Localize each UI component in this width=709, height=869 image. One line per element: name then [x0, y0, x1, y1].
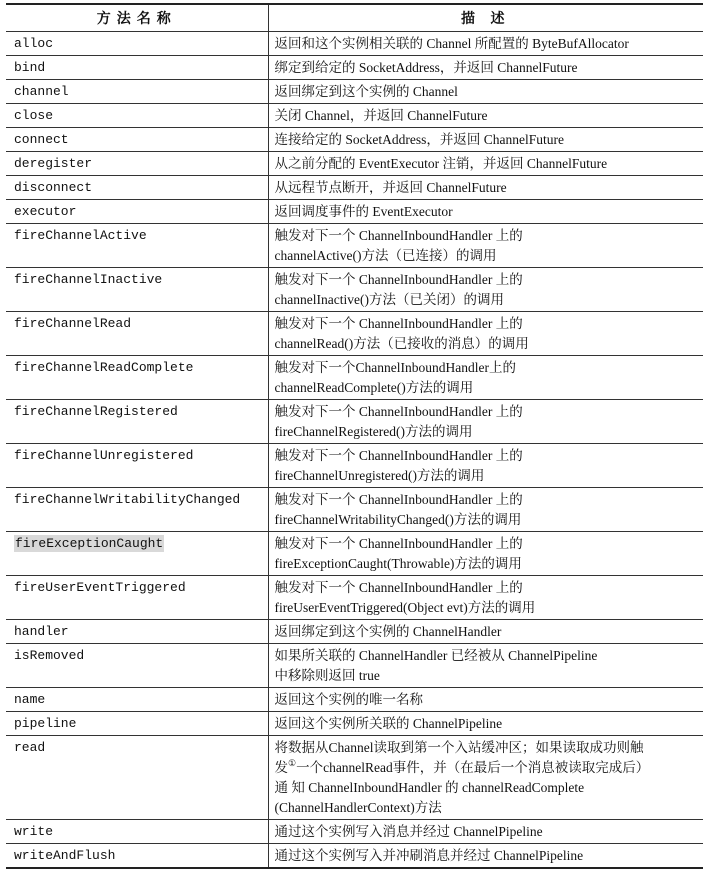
desc-line: fireChannelWritabilityChanged()方法的调用	[274, 512, 522, 527]
table-row	[6, 644, 703, 688]
desc-line: 返回这个实例所关联的 ChannelPipeline	[274, 716, 503, 731]
desc-line: 连接给定的 SocketAddress，并返回 ChannelFuture	[274, 132, 564, 147]
desc-line: fireUserEventTriggered(Object evt)方法的调用	[274, 600, 536, 615]
method-desc	[268, 356, 703, 400]
method-name: writeAndFlush	[6, 844, 268, 869]
table-row	[6, 312, 703, 356]
desc-line: 触发对下一个 ChannelInboundHandler 上的	[274, 580, 523, 595]
desc-line: 返回调度事件的 EventExecutor	[274, 204, 453, 219]
method-name: close	[6, 104, 268, 128]
method-table	[6, 3, 703, 869]
method-desc	[268, 444, 703, 488]
method-desc	[268, 104, 703, 128]
header-description: 描 述	[268, 4, 703, 32]
table-row	[6, 532, 703, 576]
table-header-row	[6, 4, 703, 32]
method-desc	[268, 712, 703, 736]
method-desc	[268, 488, 703, 532]
desc-line: 返回绑定到这个实例的 ChannelHandler	[274, 624, 502, 639]
table-row	[6, 356, 703, 400]
desc-line: fireExceptionCaught(Throwable)方法的调用	[274, 556, 522, 571]
desc-line: 中移除则返回 true	[274, 668, 380, 683]
desc-line: 返回和这个实例相关联的 Channel 所配置的 ByteBufAllocator	[274, 36, 629, 51]
method-name-cell	[6, 532, 268, 576]
desc-line: 如果所关联的 ChannelHandler 已经被从 ChannelPipeline	[274, 648, 598, 663]
method-name: isRemoved	[6, 644, 268, 688]
method-desc	[268, 200, 703, 224]
table-row	[6, 712, 703, 736]
method-desc	[268, 152, 703, 176]
desc-line: 触发对下一个 ChannelInboundHandler 上的	[274, 448, 523, 463]
desc-line: 绑定到给定的 SocketAddress，并返回 ChannelFuture	[274, 60, 578, 75]
method-desc	[268, 644, 703, 688]
desc-line: 关闭 Channel，并返回 ChannelFuture	[274, 108, 488, 123]
method-desc	[268, 312, 703, 356]
method-desc	[268, 736, 703, 820]
desc-line: 通 知 ChannelInboundHandler 的 channelReadComplete	[274, 780, 585, 795]
method-desc	[268, 128, 703, 152]
desc-line: 触发对下一个ChannelInboundHandler上的	[274, 360, 516, 375]
method-desc	[268, 576, 703, 620]
table-row	[6, 400, 703, 444]
table-row	[6, 488, 703, 532]
table-row	[6, 200, 703, 224]
method-name: disconnect	[6, 176, 268, 200]
method-desc	[268, 620, 703, 644]
method-name: channel	[6, 80, 268, 104]
desc-line: 触发对下一个 ChannelInboundHandler 上的	[274, 272, 523, 287]
table-row	[6, 268, 703, 312]
table-row	[6, 688, 703, 712]
method-desc	[268, 688, 703, 712]
table-row	[6, 820, 703, 844]
method-name: name	[6, 688, 268, 712]
method-name: connect	[6, 128, 268, 152]
table-row	[6, 224, 703, 268]
method-name: fireChannelInactive	[6, 268, 268, 312]
desc-line: channelReadComplete()方法的调用	[274, 380, 474, 395]
method-desc	[268, 268, 703, 312]
desc-line: 触发对下一个 ChannelInboundHandler 上的	[274, 492, 523, 507]
desc-line: 将数据从Channel读取到第一个入站缓冲区；如果读取成功则触	[274, 740, 644, 755]
desc-line: 返回这个实例的唯一名称	[274, 692, 423, 707]
desc-line: 通过这个实例写入消息并经过 ChannelPipeline	[274, 824, 543, 839]
desc-line-with-footnote	[275, 758, 698, 778]
method-name: bind	[6, 56, 268, 80]
desc-line: 触发对下一个 ChannelInboundHandler 上的	[274, 316, 523, 331]
method-name: handler	[6, 620, 268, 644]
method-desc	[268, 532, 703, 576]
desc-line: (ChannelHandlerContext)方法	[274, 800, 442, 815]
desc-line: 返回绑定到这个实例的 Channel	[274, 84, 458, 99]
desc-line: 通过这个实例写入并冲刷消息并经过 ChannelPipeline	[274, 848, 584, 863]
desc-line: 触发对下一个 ChannelInboundHandler 上的	[274, 228, 523, 243]
method-name: fireChannelUnregistered	[6, 444, 268, 488]
desc-line: channelRead()方法（已接收的消息）的调用	[274, 336, 529, 351]
desc-line: 触发对下一个 ChannelInboundHandler 上的	[274, 536, 523, 551]
footnote-marker[interactable]: ①	[288, 758, 297, 768]
table-row	[6, 152, 703, 176]
table-row	[6, 576, 703, 620]
method-desc	[268, 80, 703, 104]
desc-fragment: 一个channelRead事件，并（在最后一个消息被读取完成后）	[296, 760, 650, 775]
method-desc	[268, 176, 703, 200]
desc-line: 触发对下一个 ChannelInboundHandler 上的	[274, 404, 523, 419]
header-method-name: 方法名称	[6, 4, 268, 32]
method-desc	[268, 400, 703, 444]
method-name: fireChannelRegistered	[6, 400, 268, 444]
table-row	[6, 444, 703, 488]
method-desc	[268, 820, 703, 844]
method-name: fireUserEventTriggered	[6, 576, 268, 620]
table-row	[6, 80, 703, 104]
table-row	[6, 104, 703, 128]
method-desc	[268, 32, 703, 56]
desc-line: channelInactive()方法（已关闭）的调用	[274, 292, 504, 307]
method-desc	[268, 844, 703, 869]
table-row	[6, 620, 703, 644]
table-row	[6, 56, 703, 80]
method-name: fireChannelRead	[6, 312, 268, 356]
desc-fragment: 发	[274, 760, 288, 775]
method-name: executor	[6, 200, 268, 224]
method-name: deregister	[6, 152, 268, 176]
method-name: alloc	[6, 32, 268, 56]
method-desc	[268, 224, 703, 268]
desc-line: 从远程节点断开，并返回 ChannelFuture	[274, 180, 507, 195]
method-name: read	[6, 736, 268, 820]
desc-line: channelActive()方法（已连接）的调用	[274, 248, 497, 263]
desc-line: fireChannelRegistered()方法的调用	[274, 424, 473, 439]
table-row	[6, 128, 703, 152]
desc-line: fireChannelUnregistered()方法的调用	[274, 468, 485, 483]
table-row	[6, 844, 703, 869]
desc-line: 从之前分配的 EventExecutor 注销，并返回 ChannelFuture	[274, 156, 608, 171]
method-name: fireExceptionCaught	[15, 536, 164, 551]
table-row	[6, 176, 703, 200]
method-name: fireChannelReadComplete	[6, 356, 268, 400]
method-desc	[268, 56, 703, 80]
table-row	[6, 736, 703, 820]
method-name: fireChannelActive	[6, 224, 268, 268]
table-row	[6, 32, 703, 56]
method-name: pipeline	[6, 712, 268, 736]
method-name: write	[6, 820, 268, 844]
method-name: fireChannelWritabilityChanged	[6, 488, 268, 532]
